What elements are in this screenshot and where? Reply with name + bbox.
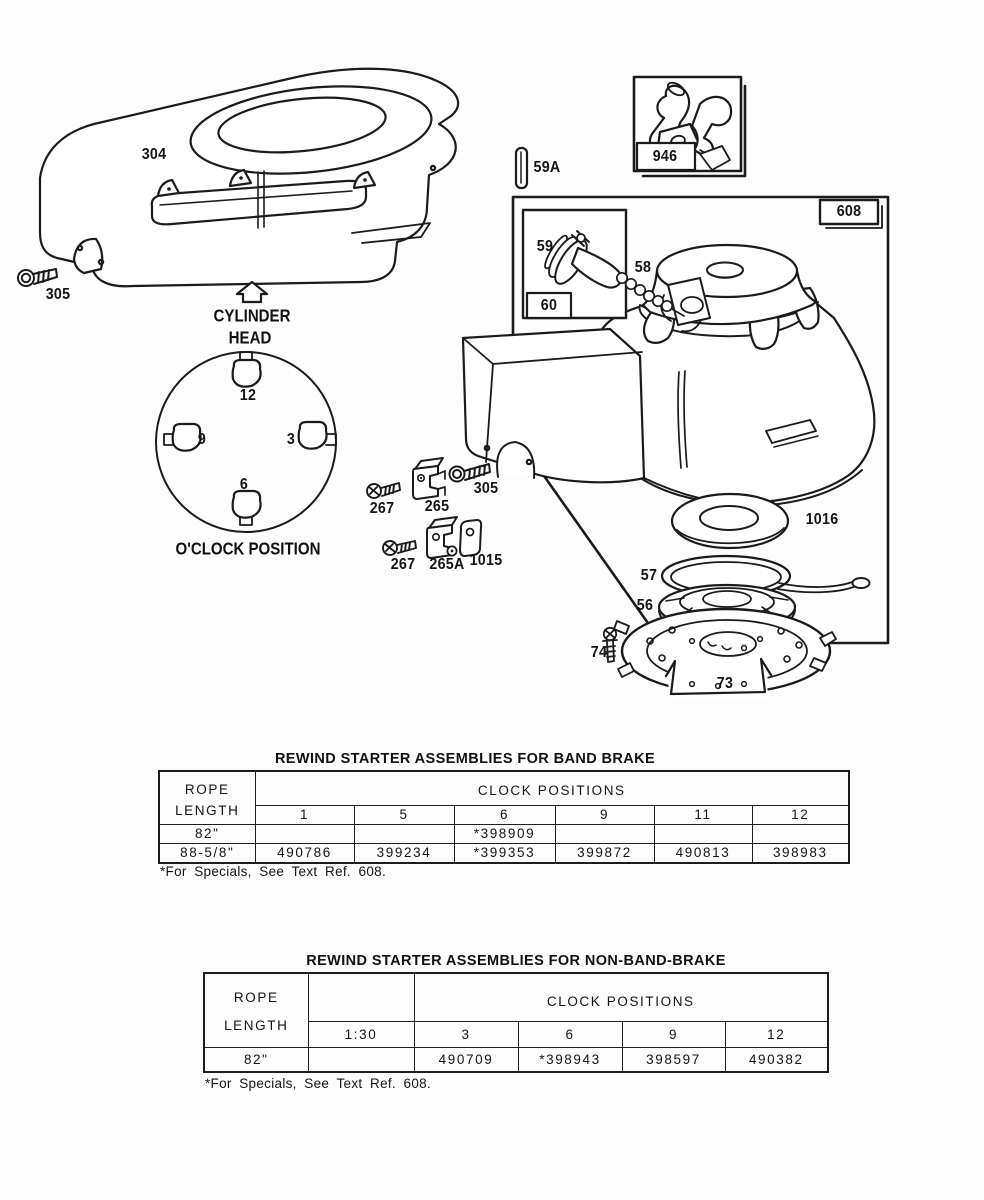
part-label-73: 73	[716, 675, 734, 692]
position-col: 3	[414, 1021, 518, 1047]
clock-label-12: 12	[239, 387, 257, 404]
screw-267-upper-drawing	[367, 483, 400, 498]
non-band-brake-footnote: *For Specials, See Text Ref. 608.	[205, 1076, 432, 1091]
part-label-267-upper: 267	[369, 500, 395, 517]
bolt-305-right-drawing	[450, 464, 491, 482]
part-number-cell: 490709	[414, 1047, 518, 1072]
clock-position-diagram	[156, 352, 336, 532]
part-number-cell: 398597	[622, 1047, 725, 1072]
part-label-946: 946	[652, 148, 678, 165]
part-number-cell: 398983	[752, 843, 849, 863]
part-number-cell	[555, 824, 654, 843]
part-label-267-lower: 267	[390, 556, 416, 573]
rope-length-header	[204, 973, 308, 1047]
part-label-60: 60	[540, 297, 558, 314]
position-col: 9	[622, 1021, 725, 1047]
table-row	[159, 843, 849, 863]
part-number-cell: 399234	[354, 843, 454, 863]
blower-housing-304-drawing	[40, 69, 458, 287]
clip-265-drawing	[413, 458, 445, 499]
part-label-56: 56	[636, 597, 654, 614]
rope-length-value: 82"	[159, 824, 255, 843]
position-col: 11	[654, 805, 752, 824]
part-label-74: 74	[590, 644, 608, 661]
part-label-59: 59	[536, 238, 554, 255]
part-number-cell: 490786	[255, 843, 354, 863]
part-number-cell: *398909	[454, 824, 555, 843]
band-brake-table-title: REWIND STARTER ASSEMBLIES FOR BAND BRAKE	[274, 751, 656, 767]
rope-header-line2: LENGTH	[175, 802, 240, 818]
non-band-brake-table-title: REWIND STARTER ASSEMBLIES FOR NON-BAND-BRAKE	[306, 953, 726, 969]
rope-header-line2: LENGTH	[224, 1018, 289, 1034]
band-brake-footnote: *For Specials, See Text Ref. 608.	[160, 864, 387, 879]
part-number-cell: *398943	[518, 1047, 622, 1072]
part-label-265: 265	[424, 498, 450, 515]
non-band-brake-table	[203, 972, 829, 1073]
position-col: 6	[454, 805, 555, 824]
part-label-304: 304	[141, 146, 167, 163]
position-col: 1	[255, 805, 354, 824]
clock-caption: O'CLOCK POSITION	[175, 538, 321, 559]
part-number-cell	[654, 824, 752, 843]
table-row	[159, 824, 849, 843]
pin-59a-drawing	[516, 148, 527, 188]
rope-header-line1: ROPE	[233, 990, 279, 1006]
position-col: 9	[555, 805, 654, 824]
clock-label-6: 6	[239, 476, 249, 493]
plate-1015-drawing	[460, 520, 481, 556]
position-header-row	[159, 805, 849, 824]
blank-header-cell	[308, 973, 414, 1021]
part-number-cell: *399353	[454, 843, 555, 863]
part-number-cell	[354, 824, 454, 843]
position-col: 6	[518, 1021, 622, 1047]
part-label-265a: 265A	[429, 556, 465, 573]
part-number-cell	[308, 1047, 414, 1072]
part-label-59a: 59A	[533, 159, 561, 176]
clock-label-9: 9	[197, 431, 207, 448]
part-number-cell: 490813	[654, 843, 752, 863]
bolt-305-left-drawing	[18, 269, 57, 286]
position-col: 5	[354, 805, 454, 824]
table-row	[204, 1047, 828, 1072]
rope-length-value: 88-5/8"	[159, 843, 255, 863]
part-label-305-left: 305	[45, 286, 71, 303]
part-label-608: 608	[836, 203, 862, 220]
cylinder-head-note-line1: CYLINDER	[213, 305, 291, 326]
part-number-cell	[255, 824, 354, 843]
cylinder-head-note-line2: HEAD	[228, 327, 272, 348]
washer-1016-drawing	[672, 494, 788, 548]
inset-box-59-58-60	[523, 210, 626, 318]
part-number-cell	[752, 824, 849, 843]
clock-label-3: 3	[286, 431, 296, 448]
part-label-57: 57	[640, 567, 658, 584]
clip-265a-drawing	[427, 517, 457, 558]
clock-positions-header: CLOCK POSITIONS	[255, 771, 849, 805]
part-number-cell: 399872	[555, 843, 654, 863]
clock-positions-header: CLOCK POSITIONS	[414, 973, 828, 1021]
rope-header-line1: ROPE	[184, 781, 230, 797]
position-col: 12	[752, 805, 849, 824]
rope-length-header	[159, 771, 255, 824]
part-number-cell: 490382	[725, 1047, 828, 1072]
position-col: 12	[725, 1021, 828, 1047]
screw-267-lower-drawing	[383, 541, 416, 555]
position-col: 1:30	[308, 1021, 414, 1047]
part-label-58: 58	[634, 259, 652, 276]
part-label-305-right: 305	[473, 480, 499, 497]
band-brake-table	[158, 770, 850, 864]
part-label-1015: 1015	[469, 552, 503, 569]
part-label-1016: 1016	[805, 511, 839, 528]
inset-box-946	[634, 77, 745, 176]
rope-length-value: 82"	[204, 1047, 308, 1072]
